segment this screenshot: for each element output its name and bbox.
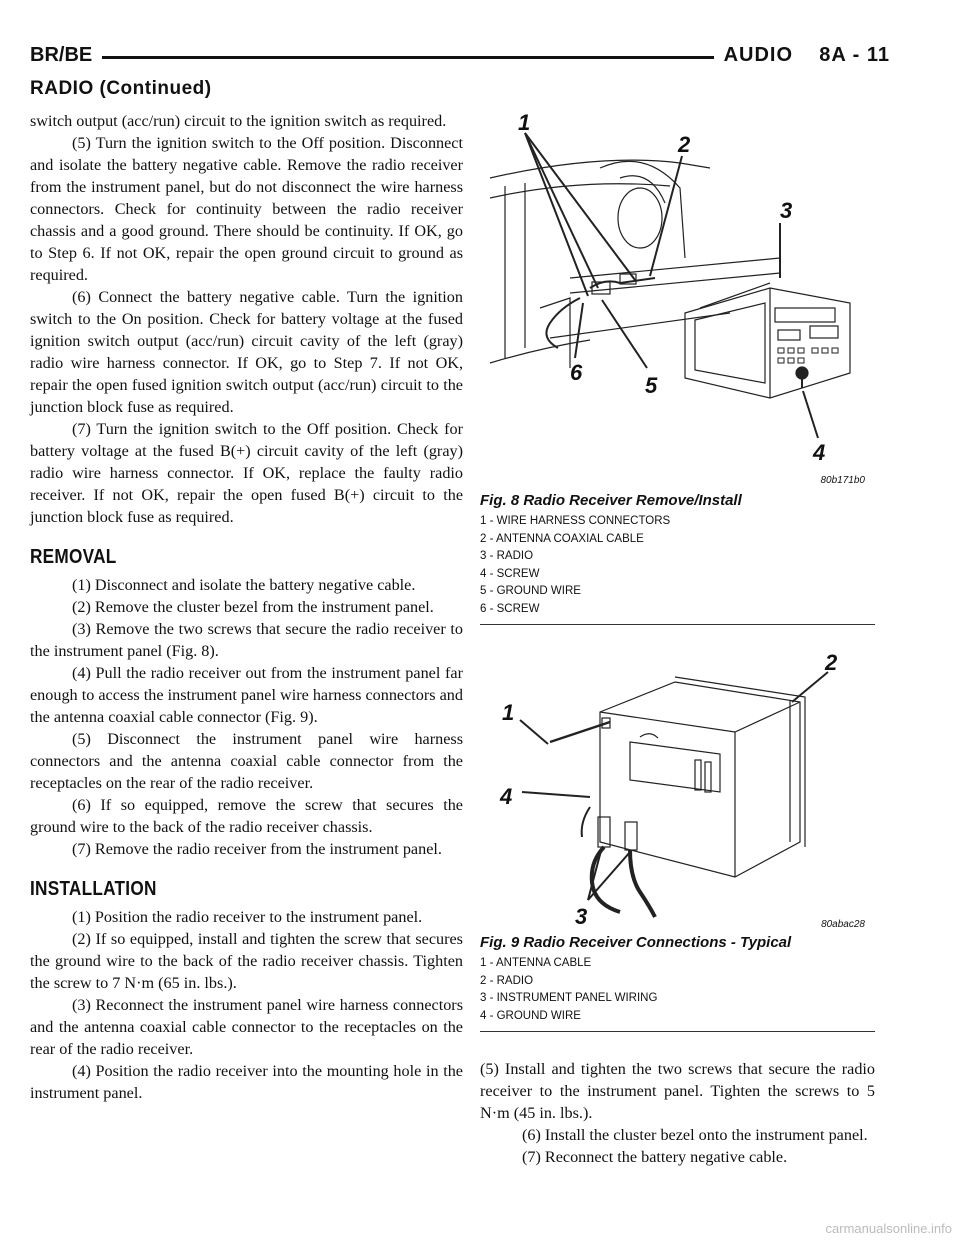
callout: 5 [645,373,658,398]
paragraph: switch output (acc/run) circuit to the ignition switch as required. [30,112,447,130]
radio-removal-drawing [480,108,875,490]
callout: 1 [502,700,515,725]
paragraph: (6) Connect the battery negative cable. Turn the ignition switch to the On position. Check for battery voltage at the fused ignition switch output (acc/run) circuit cavity of the left (gray) radio wire harness connector. If OK, go to Step 7. If not OK, repair the open fused ignition switch output (acc/run) circuit to the junction block fuse as required. [30,288,463,416]
callout: 3 [575,904,588,929]
figure-code: 80b171b0 [820,475,865,486]
legend-item: 1 - ANTENNA CABLE [480,957,592,969]
figure-8-illustration [480,108,875,490]
installation-step: (6) Install the cluster bezel onto the instrument panel. [522,1126,868,1144]
figure-9-illustration [480,642,875,932]
header-model: BR/BE [30,44,102,67]
radio-connections-drawing [480,642,875,932]
figure-8-legend [480,513,875,618]
removal-heading: REMOVAL [30,546,117,568]
legend-item: 3 - RADIO [480,550,534,562]
figure-9-legend [480,955,875,1025]
left-column [30,110,463,1104]
right-column [480,1058,875,1168]
paragraph: (7) Turn the ignition switch to the Off position. Check for battery voltage at the fused B(+) circuit cavity of the left (gray) radio wire harness connector. If OK, replace the faulty radio receiver. If not OK, repair the open fused B(+) circuit to the junction block fuse as required. [30,420,463,526]
legend-item: 4 - SCREW [480,567,540,580]
installation-step: (3) Reconnect the instrument panel wire harness connectors and the antenna coaxial cable connector to the receptacles on the rear of the radio receiver. [30,996,463,1058]
callout: 6 [570,360,583,385]
callout: 4 [813,440,826,465]
installation-heading: INSTALLATION [30,878,157,900]
legend-item: 5 - GROUND WIRE [480,585,581,597]
legend-item: 2 - RADIO [480,974,534,987]
callout: 2 [825,650,838,675]
legend-item: 4 - GROUND WIRE [480,1009,581,1022]
callout: 1 [518,110,531,135]
figure-9-caption: Fig. 9 Radio Receiver Connections - Typical [480,934,792,951]
removal-step: (6) If so equipped, remove the screw that secures the ground wire to the back of the radio receiver chassis. [30,796,463,836]
callout: 2 [678,132,691,157]
figure-8-caption: Fig. 8 Radio Receiver Remove/Install [480,492,742,509]
installation-step: (4) Position the radio receiver into the mounting hole in the instrument panel. [30,1062,463,1102]
figure-code: 80abac28 [821,919,865,930]
removal-step: (2) Remove the cluster bezel from the instrument panel. [72,598,434,616]
legend-item: 6 - SCREW [480,602,540,615]
installation-step: (7) Reconnect the battery negative cable. [522,1148,788,1166]
removal-step: (3) Remove the two screws that secure the radio receiver to the instrument panel (Fig. 8). [30,620,463,660]
paragraph: (5) Turn the ignition switch to the Off position. Disconnect and isolate the battery negative cable. Remove the radio receiver from the instrument panel, but do not disconnect the wire harness connectors. Check for continuity between the radio receiver chassis and a good ground. There should be continuity. If OK, go to Step 6. If not OK, repair the open ground circuit to ground as required. [30,134,463,284]
removal-step: (7) Remove the radio receiver from the instrument panel. [72,840,442,858]
header-section-page: AUDIO 8A - 11 [714,44,890,67]
callout: 4 [500,784,513,809]
callout: 3 [780,198,793,223]
watermark: carmanualsonline.info [825,1221,952,1236]
page-header [30,44,890,70]
legend-item: 2 - ANTENNA COAXIAL CABLE [480,532,644,545]
removal-step: (1) Disconnect and isolate the battery negative cable. [72,576,416,594]
legend-item: 1 - WIRE HARNESS CONNECTORS [480,515,671,527]
installation-step: (1) Position the radio receiver to the instrument panel. [72,908,423,926]
installation-step: (2) If so equipped, install and tighten the screw that secures the ground wire to the back of the radio receiver chassis. Tighten the screw to 7 N·m (65 in. lbs.). [30,930,463,992]
figure-9 [480,642,875,1032]
section-title: RADIO (Continued) [30,78,212,99]
installation-step: (5) Install and tighten the two screws that secure the radio receiver to the instrument panel. Tighten the screws to 5 N·m (45 in. lbs.). [480,1060,875,1122]
figure-8 [480,108,875,625]
figure-divider [480,1031,875,1032]
removal-step: (5) Disconnect the instrument panel wire harness connectors and the antenna coaxial cable connector from the receptacles on the rear of the radio receiver. [30,730,463,792]
removal-step: (4) Pull the radio receiver out from the instrument panel far enough to access the instrument panel wire harness connectors and the antenna coaxial cable connector (Fig. 9). [30,664,463,726]
legend-item: 3 - INSTRUMENT PANEL WIRING [480,992,658,1004]
figure-divider [480,624,875,625]
